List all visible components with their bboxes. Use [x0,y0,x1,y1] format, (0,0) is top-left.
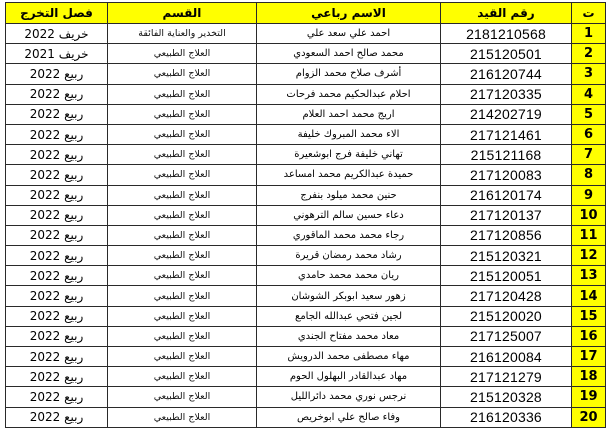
row-number-cell: 16 [572,326,606,346]
header-semester: فصل التخرج [6,3,108,24]
graduation-semester-cell: ربيع 2022 [6,124,108,144]
table-row [6,347,606,367]
registration-id-cell: 217120137 [441,205,572,225]
table-row [6,286,606,306]
graduation-semester-cell: ربيع 2022 [6,84,108,104]
registration-id-cell: 217120428 [441,286,572,306]
graduation-semester-cell: خريف 2021 [6,44,108,64]
table-row [6,306,606,326]
table-row [6,124,606,144]
graduation-semester-cell: ربيع 2022 [6,286,108,306]
graduation-semester-cell: ربيع 2022 [6,64,108,84]
student-name-cell: زهور سعيد ابوبكر الشوشان [257,286,441,306]
table-row [6,145,606,165]
student-name-cell: ريان محمد محمد حامدي [257,266,441,286]
registration-id-cell: 215120501 [441,44,572,64]
row-number-cell: 13 [572,266,606,286]
registration-id-cell: 217120083 [441,165,572,185]
registration-id-cell: 214202719 [441,104,572,124]
department-cell: العلاج الطبيعي [108,64,257,84]
table-row [6,205,606,225]
table-row [6,165,606,185]
table-row [6,104,606,124]
department-cell: العلاج الطبيعي [108,44,257,64]
student-name-cell: احلام عبدالحكيم محمد فرحات [257,84,441,104]
row-number-cell: 17 [572,347,606,367]
graduation-semester-cell: ربيع 2022 [6,387,108,407]
department-cell: العلاج الطبيعي [108,165,257,185]
graduation-semester-cell: ربيع 2022 [6,225,108,245]
department-cell: العلاج الطبيعي [108,84,257,104]
row-number-cell: 8 [572,165,606,185]
row-number-cell: 12 [572,246,606,266]
registration-id-cell: 217120856 [441,225,572,245]
graduation-semester-cell: ربيع 2022 [6,326,108,346]
student-name-cell: حميدة عبدالكريم محمد امساعد [257,165,441,185]
table-body [6,24,606,428]
registration-id-cell: 216120336 [441,407,572,427]
graduation-semester-cell: ربيع 2022 [6,205,108,225]
table-row [6,44,606,64]
graduation-semester-cell: ربيع 2022 [6,165,108,185]
department-cell: العلاج الطبيعي [108,387,257,407]
table-row [6,326,606,346]
student-name-cell: مهاد عبدالقادر البهلول الحوم [257,367,441,387]
header-num: ت [572,3,606,24]
registration-id-cell: 215120328 [441,387,572,407]
graduation-semester-cell: ربيع 2022 [6,367,108,387]
student-name-cell: الاء محمد المبروك خليفة [257,124,441,144]
registration-id-cell: 217120335 [441,84,572,104]
department-cell: العلاج الطبيعي [108,407,257,427]
row-number-cell: 9 [572,185,606,205]
department-cell: العلاج الطبيعي [108,205,257,225]
graduation-semester-cell: ربيع 2022 [6,266,108,286]
graduation-semester-cell: ربيع 2022 [6,407,108,427]
student-name-cell: احمد علي سعد علي [257,24,441,44]
department-cell: العلاج الطبيعي [108,326,257,346]
row-number-cell: 7 [572,145,606,165]
student-name-cell: محمد صالح احمد السعودي [257,44,441,64]
row-number-cell: 19 [572,387,606,407]
student-name-cell: حنين محمد ميلود بنفرج [257,185,441,205]
header-name: الاسم رباعي [257,3,441,24]
graduation-semester-cell: ربيع 2022 [6,347,108,367]
department-cell: العلاج الطبيعي [108,124,257,144]
student-name-cell: تهاني خليفة فرج ابوشعيرة [257,145,441,165]
student-name-cell: وفاء صالح علي ابوخريص [257,407,441,427]
row-number-cell: 20 [572,407,606,427]
registration-id-cell: 215121168 [441,145,572,165]
department-cell: العلاج الطبيعي [108,145,257,165]
row-number-cell: 18 [572,367,606,387]
department-cell: العلاج الطبيعي [108,185,257,205]
registration-id-cell: 216120174 [441,185,572,205]
registration-id-cell: 215120051 [441,266,572,286]
department-cell: العلاج الطبيعي [108,225,257,245]
row-number-cell: 11 [572,225,606,245]
department-cell: العلاج الطبيعي [108,104,257,124]
table-row [6,367,606,387]
table-row [6,24,606,44]
department-cell: العلاج الطبيعي [108,286,257,306]
registration-id-cell: 217125007 [441,326,572,346]
registration-id-cell: 217121461 [441,124,572,144]
department-cell: العلاج الطبيعي [108,246,257,266]
graduates-table [5,2,606,428]
header-id: رقم القيد [441,3,572,24]
row-number-cell: 10 [572,205,606,225]
row-number-cell: 14 [572,286,606,306]
row-number-cell: 6 [572,124,606,144]
student-name-cell: معاد محمد مفتاح الجندي [257,326,441,346]
registration-id-cell: 2181210568 [441,24,572,44]
department-cell: العلاج الطبيعي [108,306,257,326]
row-number-cell: 5 [572,104,606,124]
row-number-cell: 3 [572,64,606,84]
table-row [6,407,606,427]
student-name-cell: اريج محمد احمد العلام [257,104,441,124]
student-name-cell: مهاء مصطفى محمد الدرويش [257,347,441,367]
student-name-cell: أشرف صلاح محمد الزوام [257,64,441,84]
registration-id-cell: 215120321 [441,246,572,266]
registration-id-cell: 216120084 [441,347,572,367]
row-number-cell: 15 [572,306,606,326]
row-number-cell: 2 [572,44,606,64]
row-number-cell: 1 [572,24,606,44]
registration-id-cell: 216120744 [441,64,572,84]
graduation-semester-cell: ربيع 2022 [6,246,108,266]
student-name-cell: نرجس نوري محمد دائرالليل [257,387,441,407]
student-name-cell: دعاء حسين سالم الترهوني [257,205,441,225]
student-name-cell: لجين فتحي عبدالله الجامع [257,306,441,326]
department-cell: العلاج الطبيعي [108,367,257,387]
table-row [6,266,606,286]
graduation-semester-cell: ربيع 2022 [6,104,108,124]
department-cell: التخدير والعناية الفائقة [108,24,257,44]
graduation-semester-cell: خريف 2022 [6,24,108,44]
table-row [6,387,606,407]
row-number-cell: 4 [572,84,606,104]
graduation-semester-cell: ربيع 2022 [6,185,108,205]
graduation-semester-cell: ربيع 2022 [6,306,108,326]
student-name-cell: رشاد محمد رمضان قريرة [257,246,441,266]
table-row [6,84,606,104]
registration-id-cell: 217121279 [441,367,572,387]
table-row [6,185,606,205]
department-cell: العلاج الطبيعي [108,266,257,286]
table-row [6,246,606,266]
header-row [6,3,606,24]
student-name-cell: رجاء محمد محمد الماقوري [257,225,441,245]
graduation-semester-cell: ربيع 2022 [6,145,108,165]
table-row [6,64,606,84]
registration-id-cell: 215120020 [441,306,572,326]
table-row [6,225,606,245]
header-dept: القسم [108,3,257,24]
department-cell: العلاج الطبيعي [108,347,257,367]
